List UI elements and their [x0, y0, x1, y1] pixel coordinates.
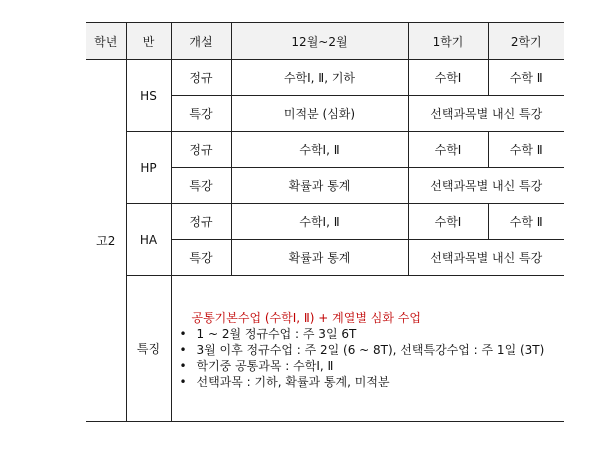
semester-merged-cell: 선택과목별 내신 특강 [408, 240, 564, 276]
type-cell: 특강 [171, 168, 231, 204]
type-cell: 정규 [171, 204, 231, 240]
list-item: • 선택과목 : 기하, 확률과 통계, 미적분 [180, 374, 557, 390]
winter-cell: 수학Ⅰ, Ⅱ [231, 204, 408, 240]
list-item: • 3월 이후 정규수업 : 주 2일 (6 ~ 8T), 선택특강수업 : 주 1일 (3T) [180, 342, 557, 358]
header-sem1: 1학기 [408, 23, 488, 60]
features-cell [171, 276, 564, 422]
type-cell: 정규 [171, 60, 231, 96]
header-sem2: 2학기 [488, 23, 564, 60]
class-cell-ha: HA [126, 204, 171, 276]
sem2-cell: 수학 Ⅱ [488, 132, 564, 168]
table-row [86, 132, 564, 168]
sem1-cell: 수학Ⅰ [408, 60, 488, 96]
class-cell-hs: HS [126, 60, 171, 132]
features-list [180, 326, 557, 390]
table-row [86, 204, 564, 240]
winter-cell: 수학Ⅰ, Ⅱ [231, 132, 408, 168]
header-winter: 12월~2월 [231, 23, 408, 60]
features-box [172, 276, 565, 390]
header-class: 반 [126, 23, 171, 60]
curriculum-table [86, 22, 564, 422]
semester-merged-cell: 선택과목별 내신 특강 [408, 168, 564, 204]
features-label: 특징 [126, 276, 171, 422]
type-cell: 정규 [171, 132, 231, 168]
sem1-cell: 수학Ⅰ [408, 204, 488, 240]
features-row [86, 276, 564, 422]
list-item: • 1 ~ 2월 정규수업 : 주 3일 6T [180, 326, 557, 342]
table-header-row [86, 23, 564, 60]
winter-cell: 미적분 (심화) [231, 96, 408, 132]
class-cell-hp: HP [126, 132, 171, 204]
semester-merged-cell: 선택과목별 내신 특강 [408, 96, 564, 132]
winter-cell: 확률과 통계 [231, 240, 408, 276]
features-title: 공통기본수업 (수학Ⅰ, Ⅱ) + 계열별 심화 수업 [191, 311, 421, 325]
sem2-cell: 수학 Ⅱ [488, 60, 564, 96]
type-cell: 특강 [171, 240, 231, 276]
type-cell: 특강 [171, 96, 231, 132]
header-opening: 개설 [171, 23, 231, 60]
header-grade: 학년 [86, 23, 126, 60]
list-item: • 학기중 공통과목 : 수학Ⅰ, Ⅱ [180, 358, 557, 374]
winter-cell: 수학Ⅰ, Ⅱ, 기하 [231, 60, 408, 96]
grade-cell: 고2 [86, 60, 126, 422]
winter-cell: 확률과 통계 [231, 168, 408, 204]
sem1-cell: 수학Ⅰ [408, 132, 488, 168]
table-row [86, 60, 564, 96]
sem2-cell: 수학 Ⅱ [488, 204, 564, 240]
